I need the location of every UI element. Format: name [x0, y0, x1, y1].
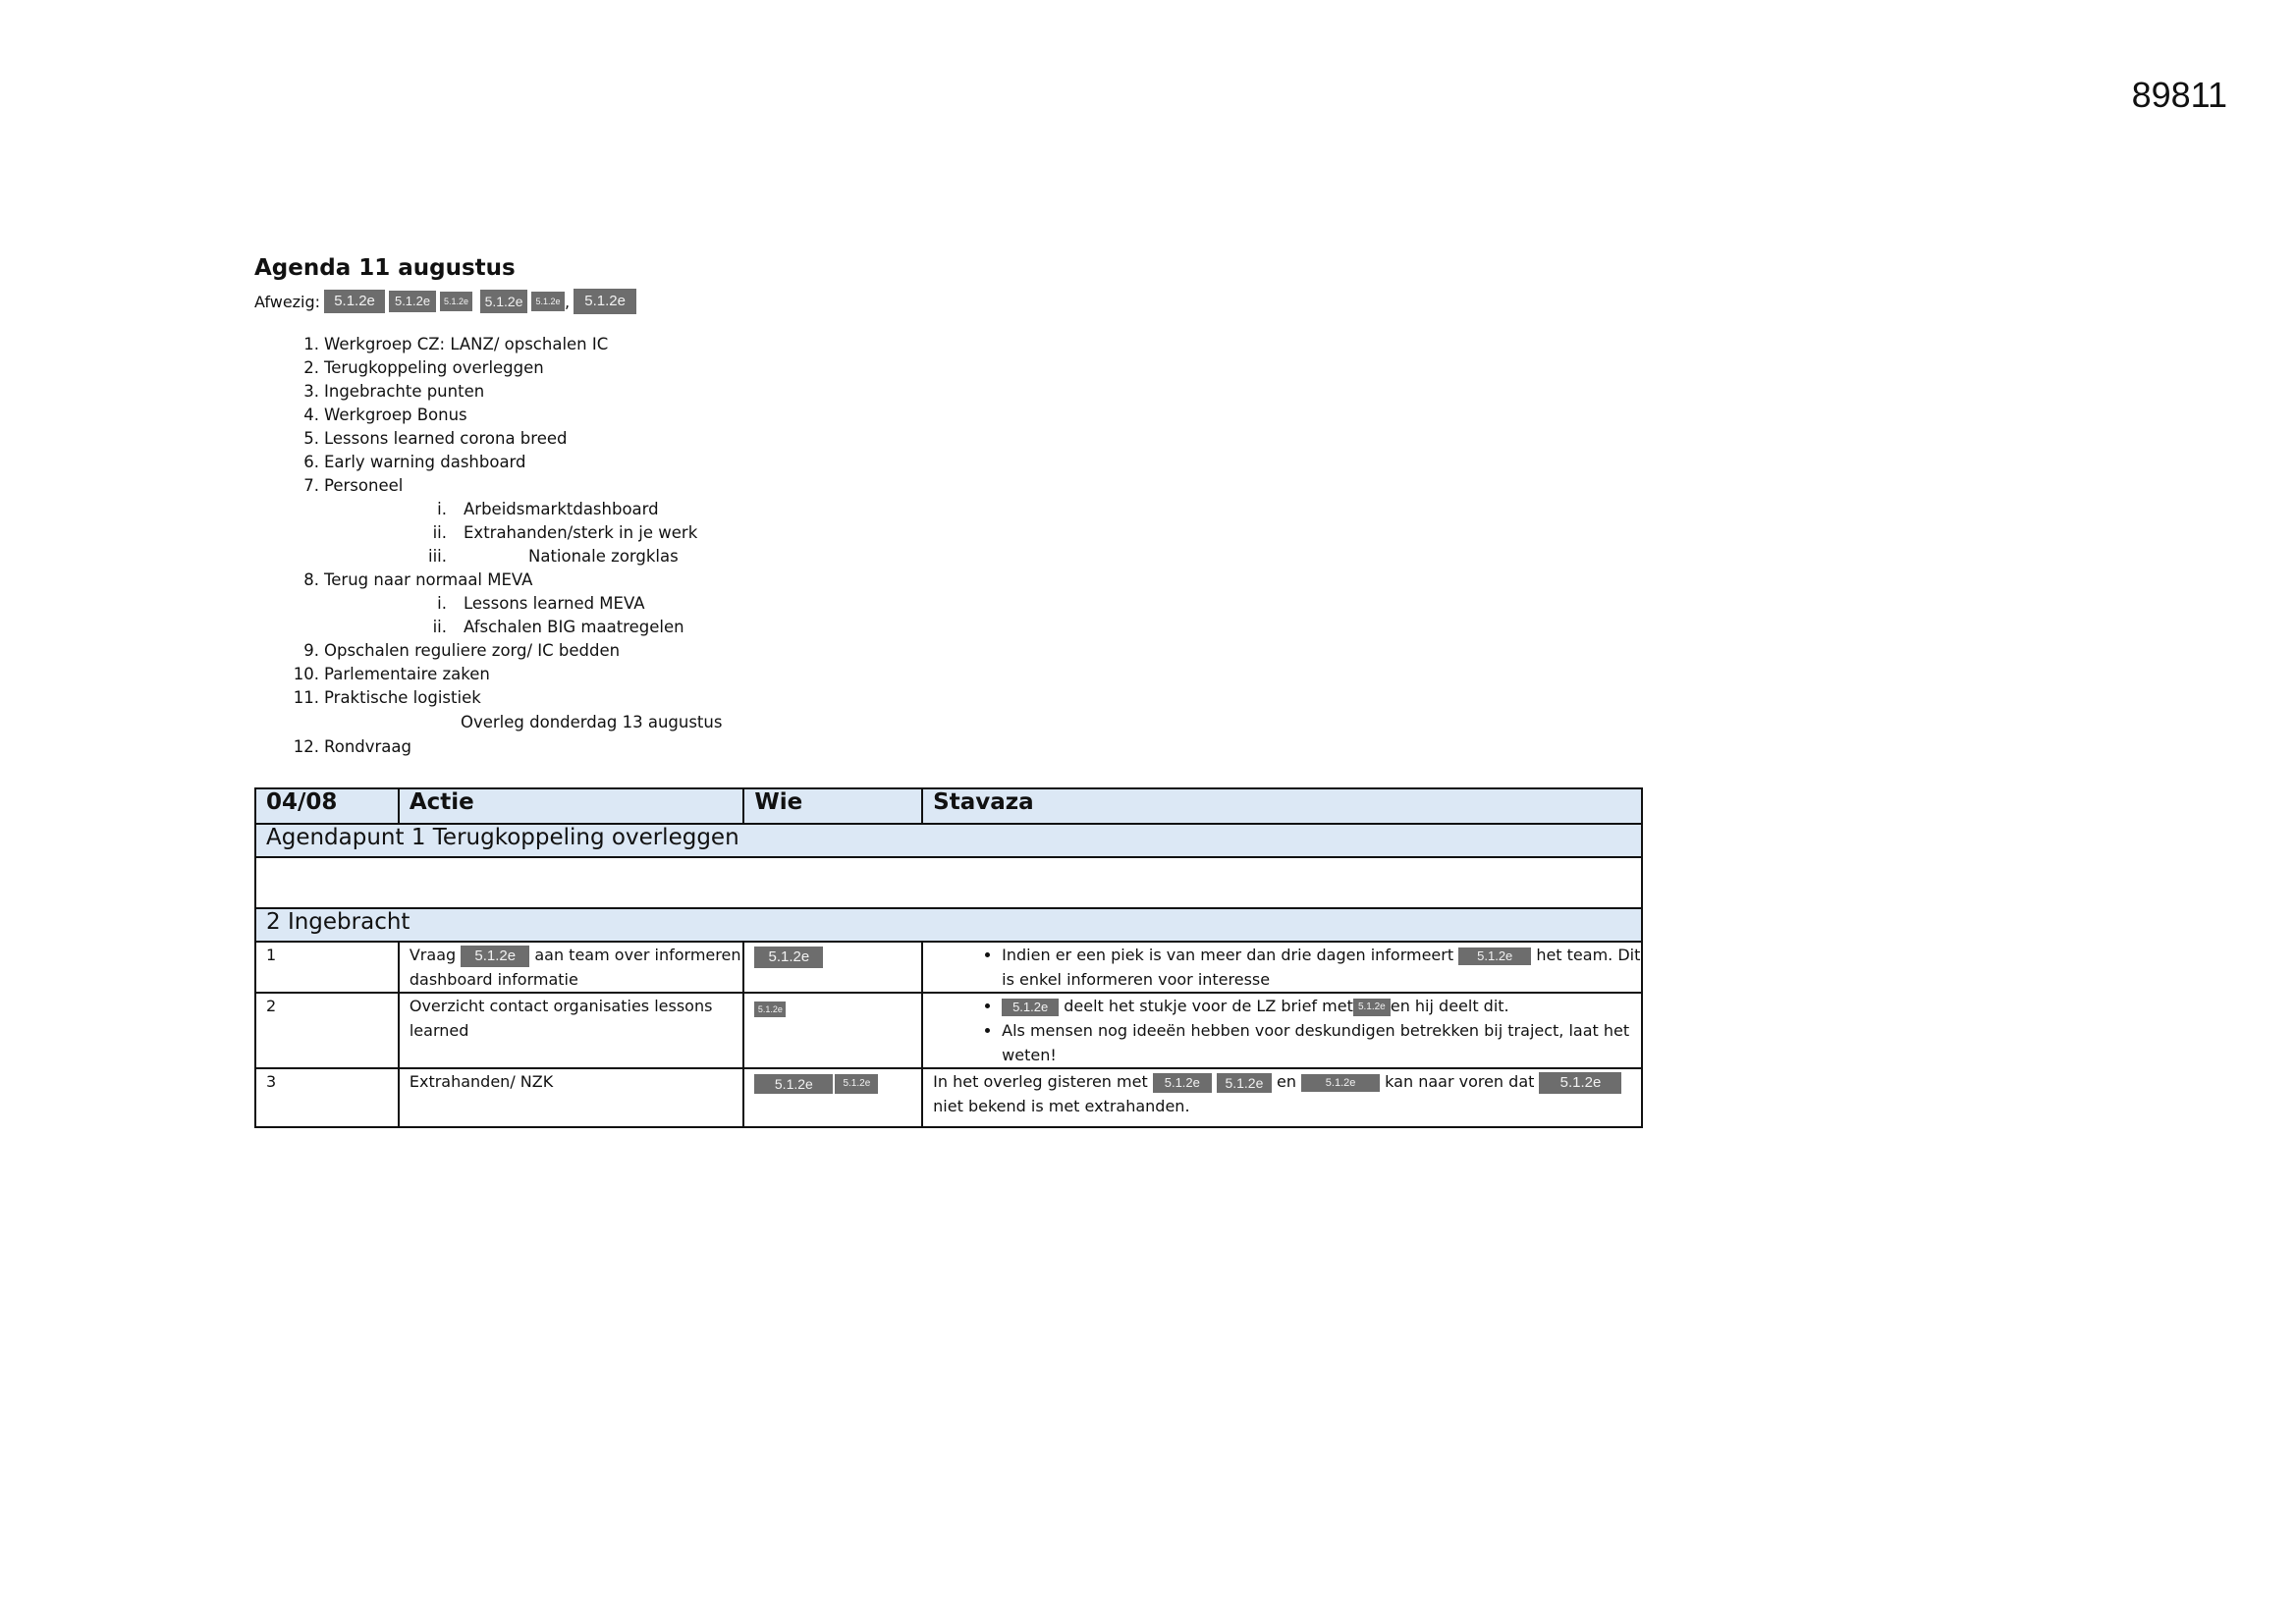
section-title: Agendapunt 1 Terugkoppeling overleggen — [255, 824, 1642, 857]
absent-label: Afwezig: — [254, 292, 321, 311]
section-title: 2 Ingebracht — [255, 908, 1642, 942]
redaction-block: 5.1.2e — [324, 290, 385, 313]
absent-line: Afwezig: 5.1.2e 5.1.2e 5.1.2e 5.1.2e 5.1.2e , 5.1.2e — [254, 289, 636, 314]
table-row — [255, 1068, 1642, 1127]
row-wie — [743, 993, 922, 1068]
header-wie: Wie — [743, 788, 922, 824]
redaction-block: 5.1.2e — [754, 1001, 786, 1017]
redaction-block: 5.1.2e — [1002, 999, 1059, 1016]
row-number: 2 — [255, 993, 399, 1068]
action-table — [254, 787, 1643, 1128]
row-stavaza: In het overleg gisteren met 5.1.2e 5.1.2e en 5.1.2e kan naar voren dat 5.1.2e niet bekend is met extrahanden. — [922, 1068, 1642, 1127]
redaction-block: 5.1.2e — [461, 946, 529, 967]
section-row — [255, 824, 1642, 857]
redaction-block: 5.1.2e — [440, 292, 472, 311]
row-number: 1 — [255, 942, 399, 993]
header-actie: Actie — [399, 788, 744, 824]
redaction-block: 5.1.2e — [1153, 1073, 1212, 1093]
row-number: 3 — [255, 1068, 399, 1127]
redaction-block: 5.1.2e — [1301, 1074, 1380, 1092]
row-wie — [743, 1068, 922, 1127]
table-row — [255, 942, 1642, 993]
row-actie: Vraag 5.1.2e aan team over informeren dashboard informatie — [399, 942, 744, 993]
row-actie: Extrahanden/ NZK — [399, 1068, 744, 1127]
section-row — [255, 908, 1642, 942]
redaction-block: 5.1.2e — [754, 947, 823, 968]
row-stavaza: • 5.1.2e deelt het stukje voor de LZ brief met 5.1.2e en hij deelt dit. • Als mensen nog ideeën hebben voor deskundigen betrekken bij traject, laat het weten! — [922, 993, 1642, 1068]
table-header-row — [255, 788, 1642, 824]
table-row — [255, 993, 1642, 1068]
row-actie: Overzicht contact organisaties lessons learned — [399, 993, 744, 1068]
redaction-block: 5.1.2e — [1539, 1072, 1621, 1094]
redaction-block: 5.1.2e — [754, 1074, 833, 1094]
redaction-block: 5.1.2e — [1353, 999, 1391, 1016]
header-date: 04/08 — [255, 788, 399, 824]
redaction-block: 5.1.2e — [480, 290, 527, 313]
redaction-block: 5.1.2e — [574, 289, 636, 314]
row-wie — [743, 942, 922, 993]
redaction-block: 5.1.2e — [531, 292, 565, 311]
header-stavaza: Stavaza — [922, 788, 1642, 824]
page-title: Agenda 11 augustus — [254, 255, 516, 281]
redaction-block: 5.1.2e — [389, 291, 436, 312]
redaction-block: 5.1.2e — [1458, 947, 1531, 965]
redaction-block: 5.1.2e — [1217, 1073, 1272, 1093]
empty-cell — [255, 857, 1642, 908]
row-stavaza: • Indien er een piek is van meer dan drie dagen informeert 5.1.2e het team. Dit is enkel informeren voor interesse — [922, 942, 1642, 993]
empty-row — [255, 857, 1642, 908]
redaction-block: 5.1.2e — [835, 1074, 878, 1094]
document-number: 89811 — [2131, 75, 2227, 115]
